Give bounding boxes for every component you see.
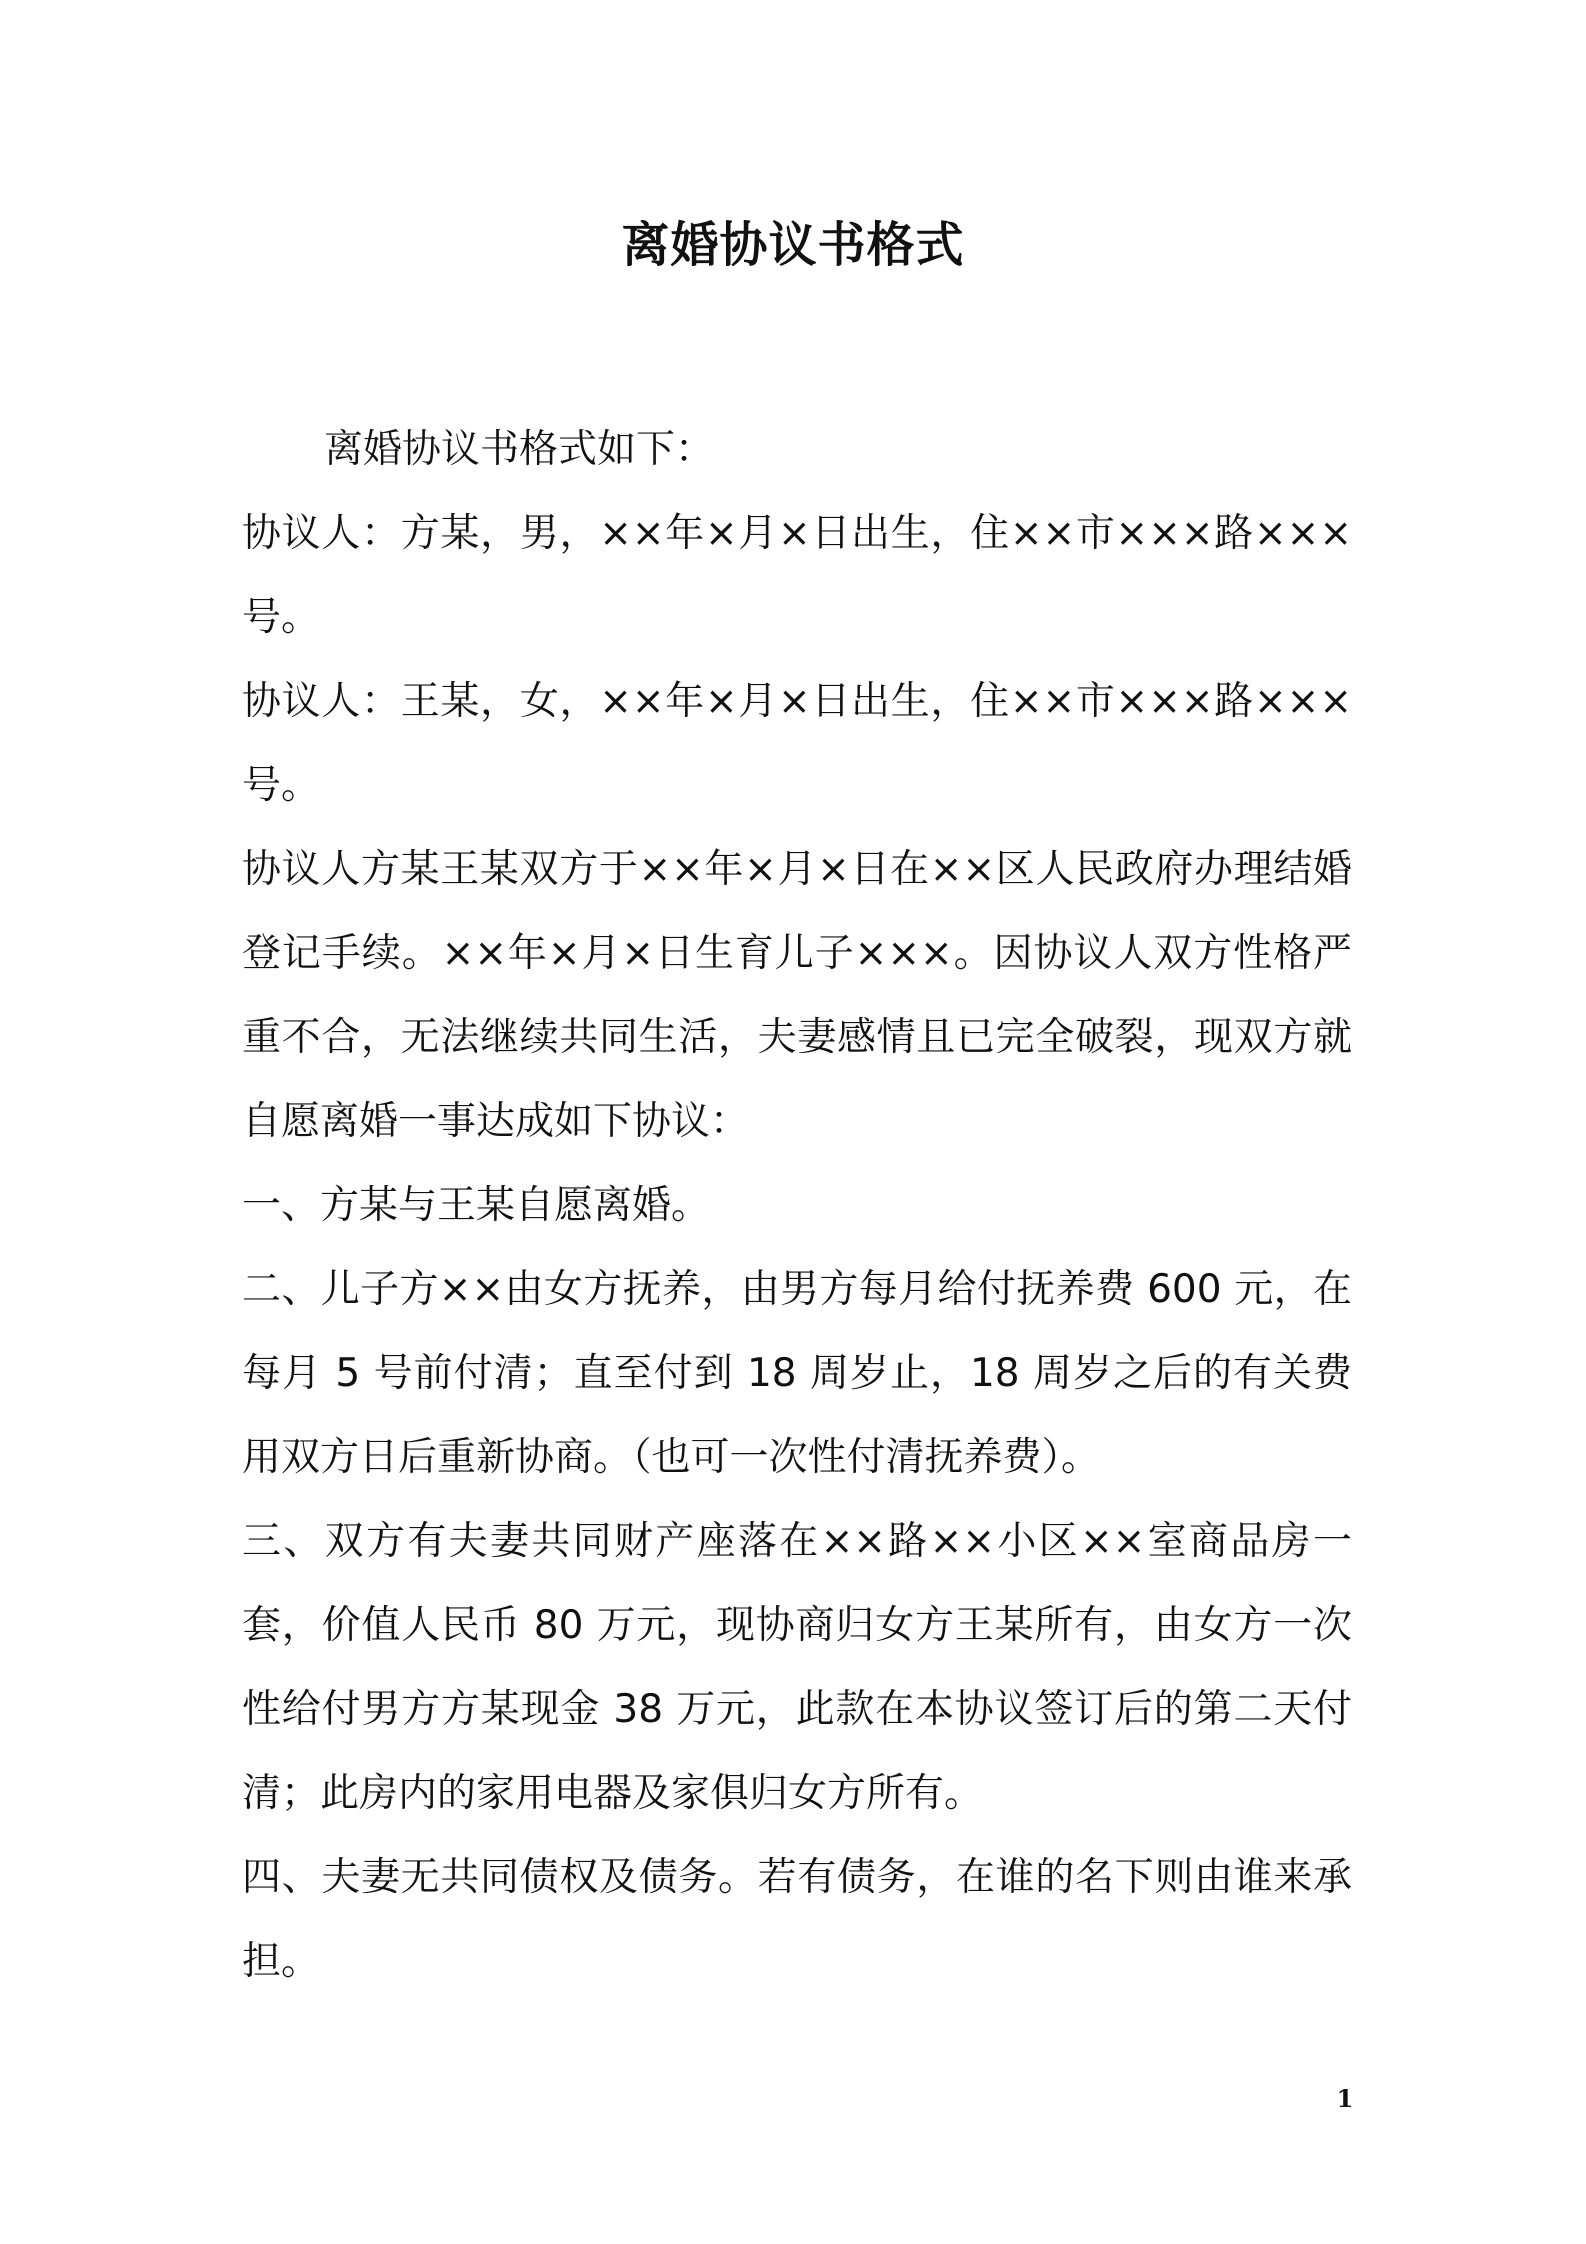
paragraph-intro: 离婚协议书格式如下： (324, 427, 715, 472)
paragraph-party-2: 协议人：王某，女，××年×月×日出生，住××市×××路×××号。 (242, 679, 1352, 808)
paragraph-clause-4: 四、夫妻无共同债权及债务。若有债务，在谁的名下则由谁来承担。 (242, 1855, 1352, 1984)
paragraph-clause-2: 二、儿子方××由女方抚养，由男方每月给付抚养费 600 元，在每月 5 号前付清；直至付到 18 周岁止，18 周岁之后的有关费用双方日后重新协商。（也可一次性付清抚养费）。 (242, 1267, 1352, 1480)
paragraph-background: 协议人方某王某双方于××年×月×日在××区人民政府办理结婚登记手续。××年×月×日生育儿子×××。因协议人双方性格严重不合，无法继续共同生活，夫妻感情且已完全破裂，现双方就自愿离婚一事达成如下协议： (242, 847, 1352, 1144)
page-number: 1 (1336, 2084, 1354, 2113)
paragraph-party-1: 协议人：方某，男，××年×月×日出生，住××市×××路×××号。 (242, 511, 1352, 640)
paragraph-clause-1: 一、方某与王某自愿离婚。 (242, 1183, 711, 1228)
paragraph-clause-3: 三、双方有夫妻共同财产座落在××路××小区××室商品房一套，价值人民币 80 万元，现协商归女方王某所有，由女方一次性给付男方方某现金 38 万元，此款在本协议签订后的第二天付清；此房内的家用电器及家俱归女方所有。 (242, 1519, 1352, 1816)
document-body (242, 408, 1352, 2004)
document-title: 离婚协议书格式 (621, 217, 965, 273)
